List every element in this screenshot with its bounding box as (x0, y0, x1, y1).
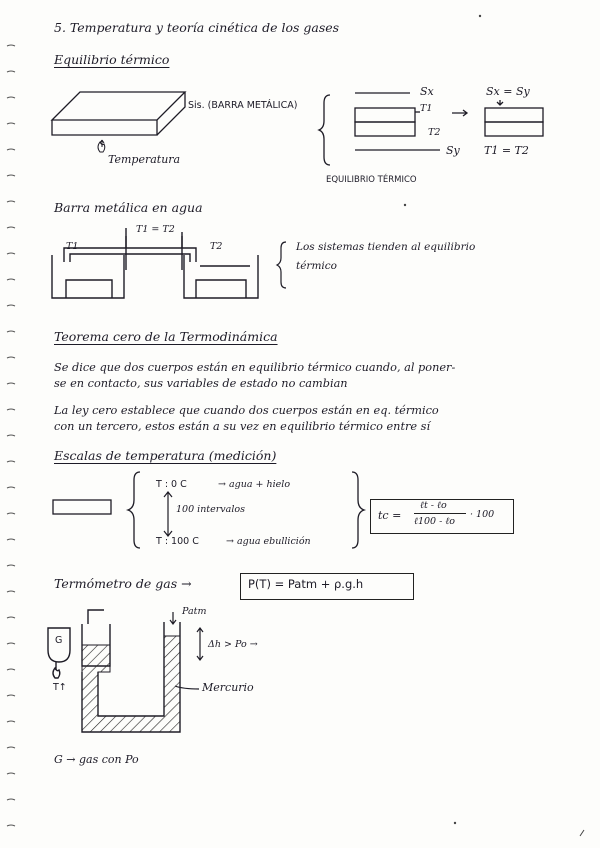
scale-t-low-desc: → agua + hielo (218, 479, 291, 490)
zero-law-p1-line1: Se dice que dos cuerpos están en equilibrio térmico cuando, al poner- (54, 361, 456, 374)
curly-brace-scale-right (352, 472, 364, 548)
scales-heading: Escalas de temperatura (medición) (54, 448, 277, 463)
heat-label: T↑ (53, 682, 67, 693)
flame-icon (98, 140, 105, 152)
water-t1-label: T1 (66, 241, 79, 252)
zero-law-p2-line1: La ley cero establece que cuando dos cuerpos están en eq. térmico (54, 404, 439, 417)
zero-law-p2-line2: con un tercero, estos están a su vez en equilibrio térmico entre sí (54, 420, 431, 433)
scale-t-low: T : 0 C (156, 479, 187, 490)
curly-brace-water (277, 242, 286, 288)
curly-brace-scale-left (128, 472, 140, 548)
scale-t-high: T : 100 C (156, 536, 199, 547)
scale-bar (53, 500, 111, 514)
sys-x-label: Sx (420, 85, 434, 98)
gas-g-label: G (55, 635, 63, 646)
metal-bar-drawing (52, 92, 185, 135)
scale-intervals: 100 intervalos (176, 504, 245, 515)
equal-systems-label: Sx = Sy (486, 85, 530, 98)
sys-y-label: Sy (446, 144, 460, 157)
formula-lhs: tc = (378, 509, 402, 522)
t1-eq-t2-label: T1 = T2 (484, 144, 529, 157)
piston-label: Patm (182, 606, 207, 617)
water-t2-label: T2 (210, 241, 223, 252)
t1-label: T1 (420, 103, 433, 114)
temperature-label: Temperatura (108, 153, 181, 166)
formula-denominator: ℓ100 - ℓo (414, 516, 456, 527)
system-boxes-equilibrium (485, 100, 543, 136)
page-mark (454, 822, 456, 824)
water-top-label: T1 = T2 (136, 224, 175, 235)
gas-heading: Termómetro de gas → (54, 576, 192, 591)
mercury-fill (82, 636, 180, 732)
curly-brace (319, 95, 330, 165)
formula-multiplier: · 100 (470, 509, 495, 520)
margin-marks (7, 45, 15, 826)
page-mark (479, 15, 481, 17)
mercury-label: Mercurio (202, 681, 254, 694)
equilibrium-heading: Equilibrio térmico (54, 52, 170, 67)
gas-thermometer (48, 610, 180, 732)
water-note-line1: Los sistemas tienden al equilibrio (296, 241, 476, 253)
system-boxes-contact (355, 93, 467, 150)
formula-numerator: ℓt - ℓo (420, 500, 447, 511)
intervals-arrow (164, 492, 172, 536)
formula-fraction-bar (414, 513, 466, 514)
zero-law-p1-line2: se en contacto, sus variables de estado no cambian (54, 377, 348, 390)
scale-t-high-desc: → agua ebullición (226, 536, 311, 547)
water-heading: Barra metálica en agua (54, 200, 203, 215)
gas-formula: P(T) = Patm + ρ.g.h (248, 577, 364, 591)
page-mark (580, 830, 584, 836)
zero-law-heading: Teorema cero de la Termodinámica (54, 329, 278, 344)
gas-footnote: G → gas con Po (54, 753, 139, 766)
page-title: 5. Temperatura y teoría cinética de los gases (54, 20, 340, 35)
equilibrium-caption: EQUILIBRIO TÉRMICO (326, 175, 417, 185)
delta-h-label: Δh > Po → (208, 639, 258, 650)
page-mark (404, 204, 406, 206)
water-containers (52, 228, 258, 298)
water-note-line2: térmico (296, 260, 337, 272)
bar-label: Sis. (BARRA METÁLICA) (188, 100, 298, 111)
t2-label: T2 (428, 127, 441, 138)
